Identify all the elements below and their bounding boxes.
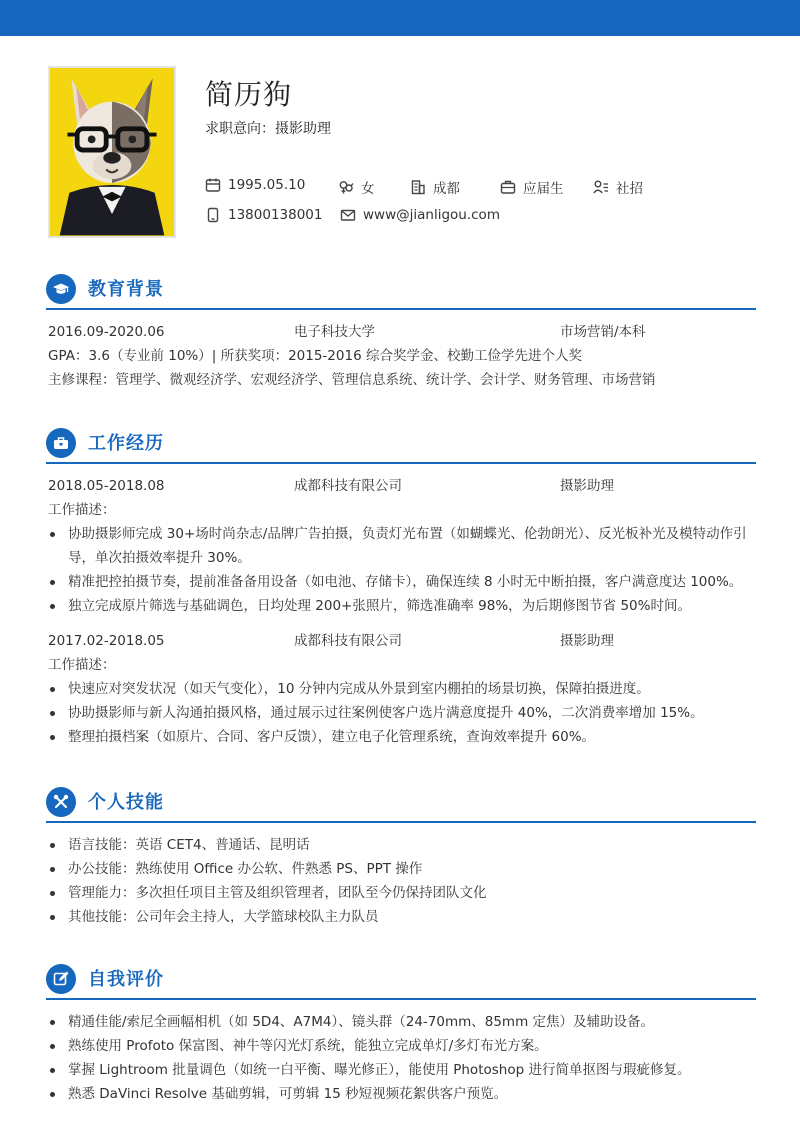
work-2-desc-label: 工作描述： (48, 657, 116, 673)
work-2-list (46, 677, 756, 749)
list-item: 掌握 Lightroom 批量调色（如统一白平衡、曝光修正），能使用 Photoshop 进行简单抠图与瑕疵修复。 (46, 1058, 756, 1082)
education-main-row (46, 320, 756, 344)
work-2-company: 成都科技有限公司 (294, 633, 402, 649)
education-date: 2016.09-2020.06 (48, 324, 165, 340)
list-item: 快速应对突发状况（如天气变化），10 分钟内完成从外景到室内棚拍的场景切换，保障拍摄进度。 (46, 677, 756, 701)
skills-list (46, 833, 756, 929)
work-entry-2-row (46, 629, 756, 653)
work-section (46, 426, 756, 749)
gender-info (338, 177, 375, 197)
job-intent: 求职意向：摄影助理 (205, 121, 331, 137)
personal-info-row-1 (205, 177, 765, 197)
city-value: 成都 (433, 181, 460, 197)
work-2-date: 2017.02-2018.05 (48, 633, 165, 649)
list-item: 独立完成原片筛选与基础调色，日均处理 200+张照片，筛选准确率 98%，为后期修图节省 50%时间。 (46, 594, 756, 618)
education-school: 电子科技大学 (294, 324, 375, 340)
work-1-list (46, 522, 756, 618)
education-gpa: GPA：3.6（专业前 10%）| 所获奖项：2015-2016 综合奖学金、校勤工俭学先进个人奖 (48, 348, 582, 364)
work-1-company: 成都科技有限公司 (294, 478, 402, 494)
work-1-date: 2018.05-2018.08 (48, 478, 165, 494)
list-item: 熟悉 DaVinci Resolve 基础剪辑，可剪辑 15 秒短视频花絮供客户预览。 (46, 1082, 756, 1106)
building-icon (410, 179, 426, 195)
work-2-role: 摄影助理 (560, 633, 614, 649)
toolbox-icon (46, 428, 76, 458)
work-entry-1-row (46, 474, 756, 498)
phone-info (205, 207, 322, 223)
birth-date: 1995.05.10 (228, 177, 306, 193)
education-title: 教育背景 (88, 279, 164, 300)
list-item: 整理拍摄档案（如原片、合同、客户反馈），建立电子化管理系统，查询效率提升 60%。 (46, 725, 756, 749)
work-header (46, 426, 756, 464)
self-evaluation-section (46, 962, 756, 1106)
candidate-name: 简历狗 (205, 78, 293, 111)
profile-photo (48, 66, 176, 238)
list-item: 协助摄影师完成 30+场时尚杂志/品牌广告拍摄，负责灯光布置（如蝴蝶光、伦勃朗光）、反光板补光及模特动作引导，单次拍摄效率提升 30%。 (46, 522, 756, 570)
list-item: 精准把控拍摄节奏，提前准备备用设备（如电池、存储卡），确保连续 8 小时无中断拍摄，客户满意度达 100%。 (46, 570, 756, 594)
phone-icon (205, 207, 221, 223)
recruit-value: 社招 (616, 181, 643, 197)
education-header (46, 272, 756, 310)
work-title: 工作经历 (88, 433, 164, 454)
briefcase-icon (500, 179, 516, 195)
list-item: 办公技能：熟练使用 Office 办公软、件熟悉 PS、PPT 操作 (46, 857, 756, 881)
gender-value: 女 (361, 181, 375, 197)
personal-info-row-2 (205, 207, 765, 227)
calendar-icon (205, 177, 221, 193)
self-evaluation-header (46, 962, 756, 1000)
skills-title: 个人技能 (88, 792, 164, 813)
email-address: www@jianligou.com (363, 207, 500, 223)
self-evaluation-title: 自我评价 (88, 969, 164, 990)
education-courses: 主修课程：管理学、微观经济学、宏观经济学、管理信息系统、统计学、会计学、财务管理、市场营销 (48, 372, 656, 388)
list-item: 熟练使用 Profoto 保富图、神牛等闪光灯系统，能独立完成单灯/多灯布光方案。 (46, 1034, 756, 1058)
gender-icon (338, 179, 354, 195)
status-info (500, 177, 564, 197)
work-entry-1 (46, 474, 756, 618)
email-info (340, 207, 500, 223)
skills-header (46, 785, 756, 823)
user-list-icon (593, 179, 609, 195)
education-major: 市场营销/本科 (560, 324, 646, 340)
work-1-desc-label: 工作描述： (48, 502, 116, 518)
status-value: 应届生 (523, 181, 564, 197)
work-entry-2 (46, 629, 756, 749)
tools-icon (46, 787, 76, 817)
graduation-cap-icon (46, 274, 76, 304)
birth-info (205, 177, 305, 193)
list-item: 管理能力：多次担任项目主管及组织管理者，团队至今仍保持团队文化 (46, 881, 756, 905)
list-item: 协助摄影师与新人沟通拍摄风格，通过展示过往案例使客户选片满意度提升 40%，二次消费率增加 15%。 (46, 701, 756, 725)
skills-section (46, 785, 756, 929)
list-item: 其他技能：公司年会主持人，大学篮球校队主力队员 (46, 905, 756, 929)
recruit-info (593, 177, 643, 197)
education-section (46, 272, 756, 392)
city-info (410, 177, 460, 197)
list-item: 语言技能：英语 CET4、普通话、昆明话 (46, 833, 756, 857)
work-1-role: 摄影助理 (560, 478, 614, 494)
self-evaluation-list (46, 1010, 756, 1106)
phone-number: 13800138001 (228, 207, 323, 223)
top-accent-bar (0, 0, 800, 36)
edit-icon (46, 964, 76, 994)
list-item: 精通佳能/索尼全画幅相机（如 5D4、A7M4）、镜头群（24-70mm、85mm 定焦）及辅助设备。 (46, 1010, 756, 1034)
mail-icon (340, 207, 356, 223)
